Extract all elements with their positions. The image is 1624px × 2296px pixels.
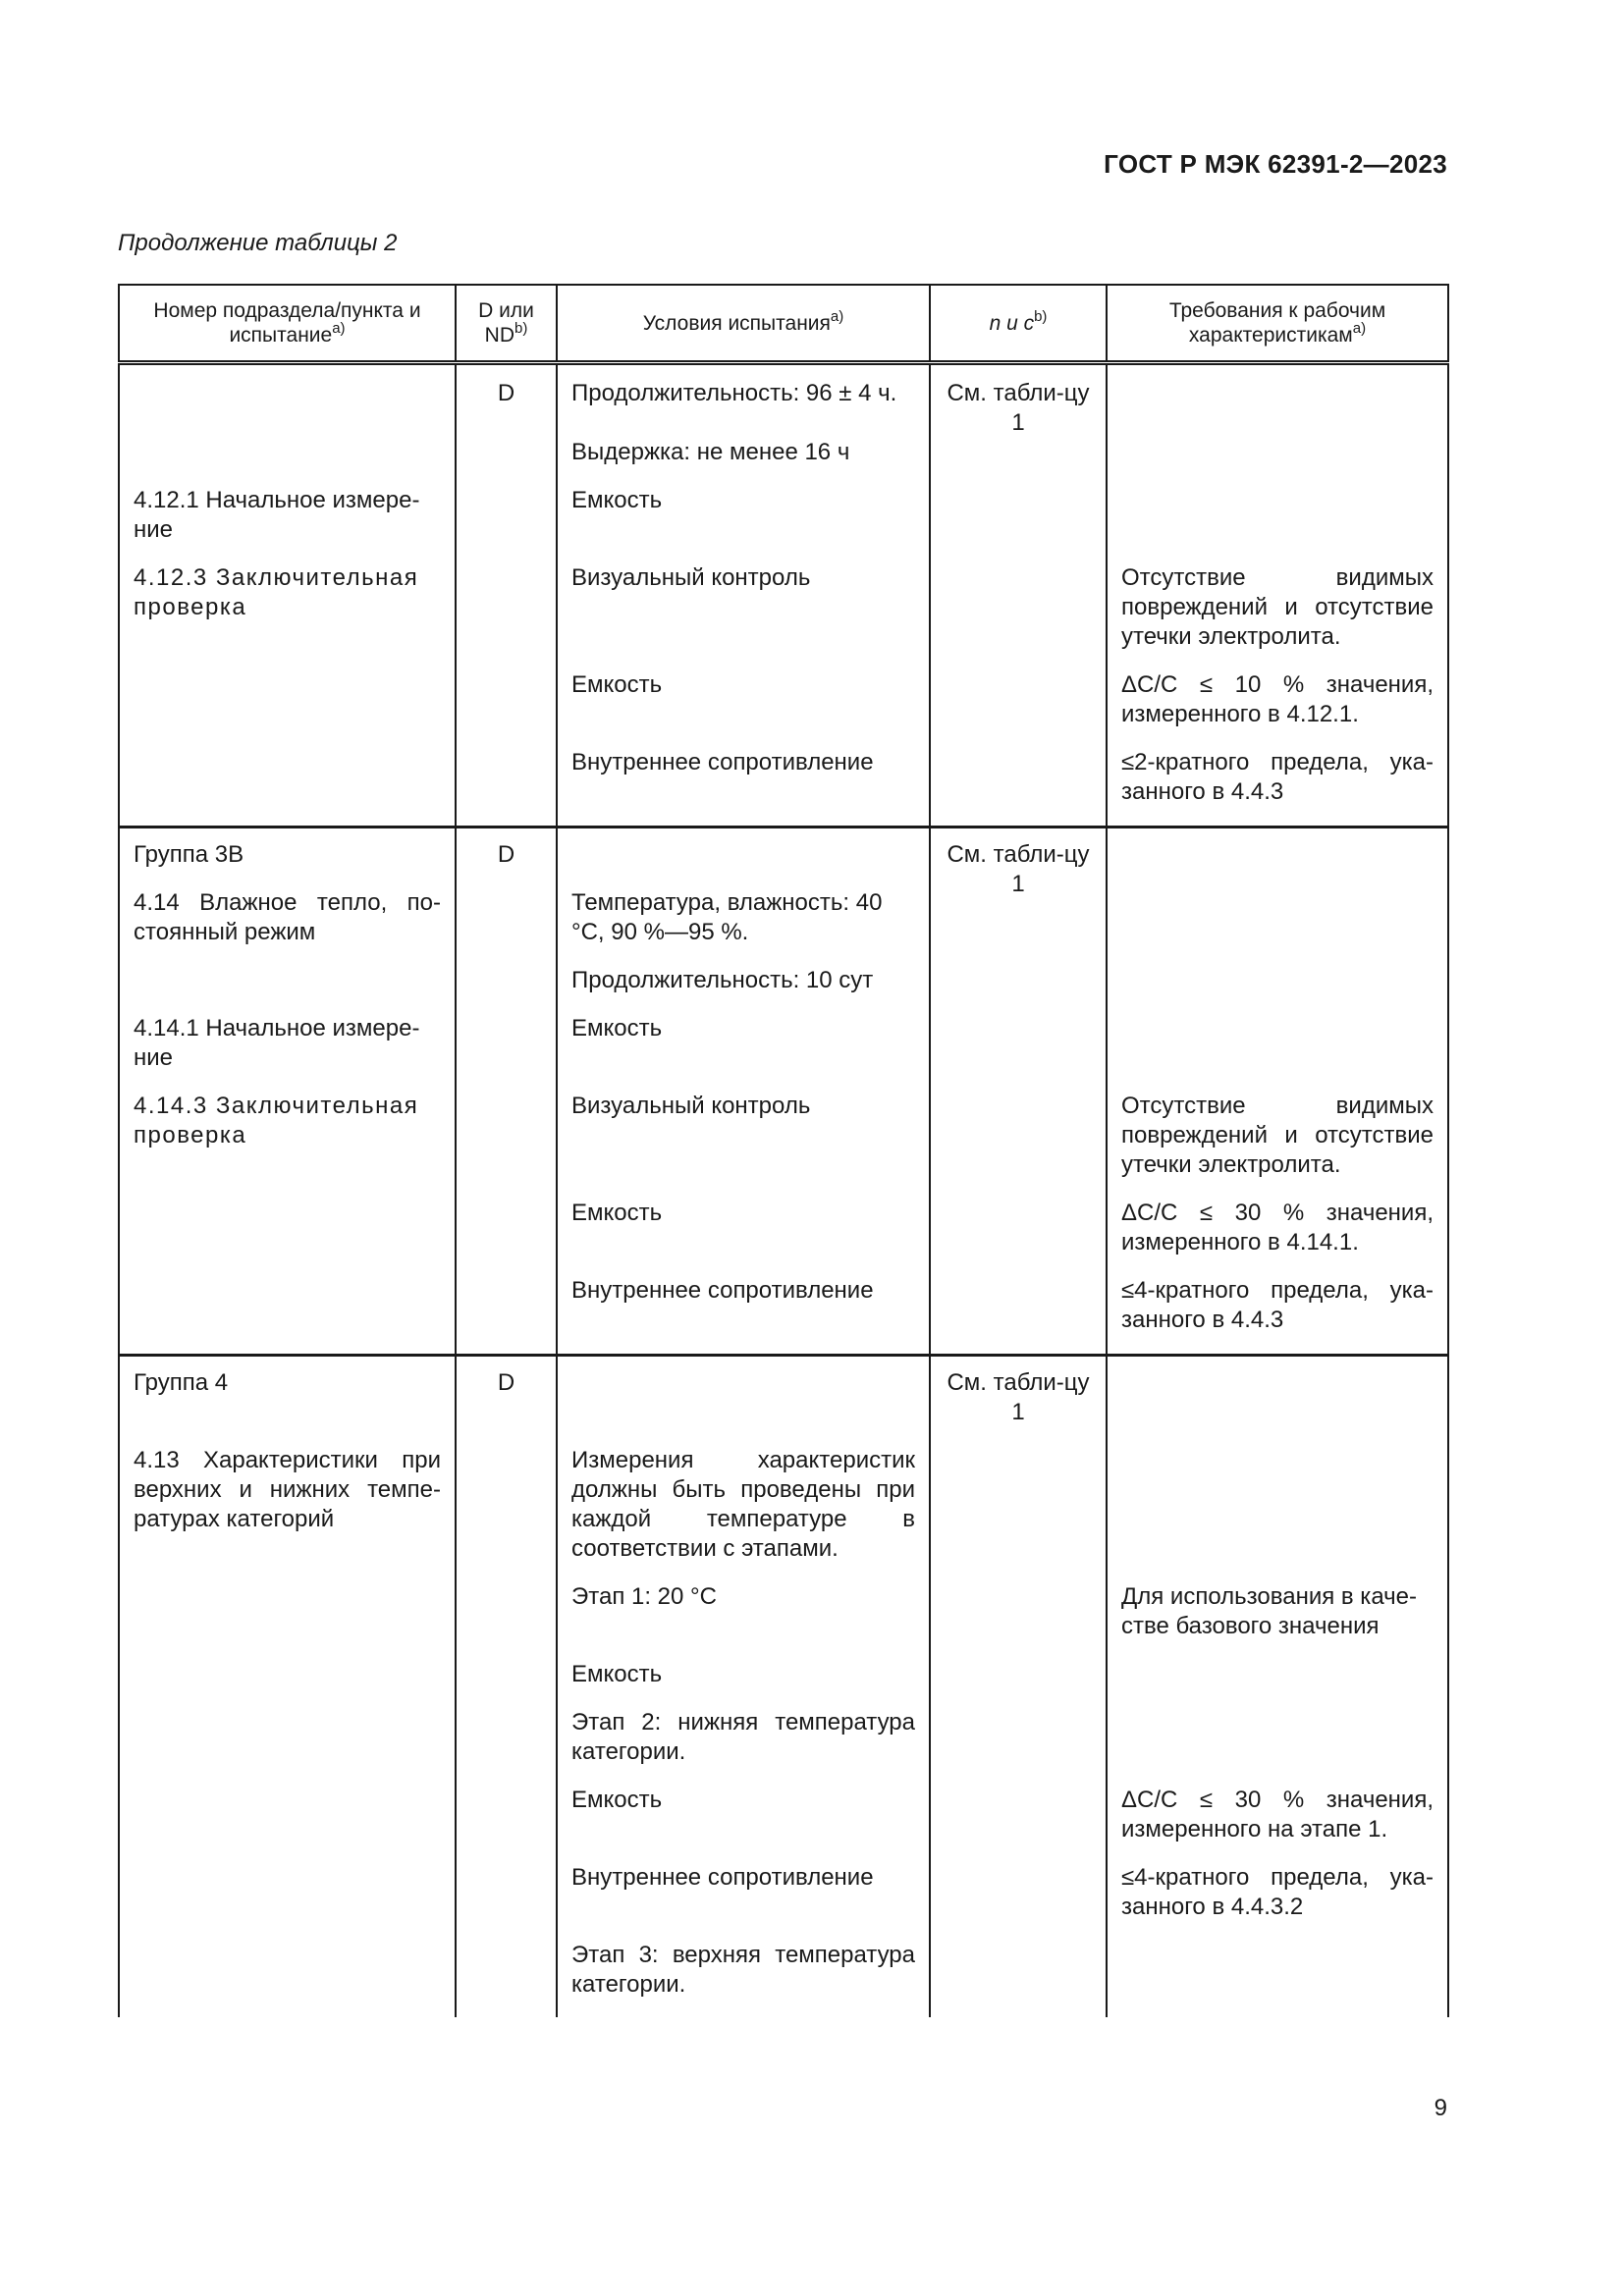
table-row: [119, 1582, 1448, 1660]
requirements-cell: ΔC/C ≤ 30 % значения, измеренного на этапе 1.: [1107, 1786, 1448, 1863]
conditions-cell: Этап 1: 20 °C: [557, 1582, 930, 1660]
test-table: [118, 284, 1449, 2017]
conditions-cell: Емкость: [557, 1014, 930, 1092]
conditions-cell: Емкость: [557, 670, 930, 748]
table-row: [119, 966, 1448, 1014]
conditions-cell: Температура, влажность: 40 °C, 90 %—95 %.: [557, 888, 930, 966]
conditions-cell: Емкость: [557, 1786, 930, 1863]
clause-cell: 4.14.3 Заключительная проверка: [119, 1092, 456, 1199]
requirements-cell: ΔC/C ≤ 30 % значения, измеренного в 4.14.1.: [1107, 1199, 1448, 1276]
clause-cell: 4.14 Влажное тепло, по-стоянный режим: [119, 888, 456, 966]
n-c-cell: См. табли-цу 1: [930, 1356, 1107, 1447]
table-row: [119, 486, 1448, 563]
conditions-cell: Визуальный контроль: [557, 1092, 930, 1199]
table-row: [119, 1014, 1448, 1092]
col-header-requirements: Требования к рабочим характеристикам$^{a)}$: [1107, 285, 1448, 363]
clause-cell: 4.12.3 Заключительная проверка: [119, 563, 456, 670]
conditions-cell: Выдержка: не менее 16 ч: [557, 438, 930, 486]
col-header-clause: Номер подраздела/пункта и испытание$^{a)}$: [119, 285, 456, 363]
conditions-cell: Этап 2: нижняя температура категории.: [557, 1708, 930, 1786]
requirements-cell: ≤4-кратного предела, ука-занного в 4.4.3.2: [1107, 1863, 1448, 1941]
table-row: [119, 828, 1448, 889]
table-row: [119, 1941, 1448, 2000]
conditions-cell: Визуальный контроль: [557, 563, 930, 670]
conditions-cell: Продолжительность: 10 сут: [557, 966, 930, 1014]
table-row: [119, 1356, 1448, 1447]
group-title-cell: Группа 4: [119, 1356, 456, 1447]
conditions-cell: Внутреннее сопротивление: [557, 1863, 930, 1941]
table-row: [119, 1276, 1448, 1356]
col-header-d-nd: D или ND$^{b)}$: [456, 285, 557, 363]
n-c-cell: См. табли-цу 1: [930, 363, 1107, 439]
conditions-cell: Продолжительность: 96 ± 4 ч.: [557, 363, 930, 439]
table-row: [119, 563, 1448, 670]
page-number: 9: [1434, 2095, 1447, 2121]
requirements-cell: Отсутствие видимых повреждений и отсутствие утечки электролита.: [1107, 563, 1448, 670]
document-number: ГОСТ Р МЭК 62391-2—2023: [1104, 149, 1447, 179]
d-cell: D: [456, 828, 557, 889]
d-cell: D: [456, 1356, 557, 1447]
n-c-cell: См. табли-цу 1: [930, 828, 1107, 967]
group-title-cell: Группа 3B: [119, 828, 456, 889]
conditions-cell: Внутреннее сопротивление: [557, 748, 930, 828]
conditions-cell: Емкость: [557, 1199, 930, 1276]
table-row: [119, 2000, 1448, 2017]
table-row: [119, 888, 1448, 966]
col-header-n-c: n и $c^{b)}$: [930, 285, 1107, 363]
table-row: [119, 1446, 1448, 1582]
table-row: [119, 1092, 1448, 1199]
conditions-cell: Емкость: [557, 1660, 930, 1708]
table-caption: Продолжение таблицы 2: [118, 230, 398, 256]
requirements-cell: ΔC/C ≤ 10 % значения, измеренного в 4.12.1.: [1107, 670, 1448, 748]
table-header-row: [119, 285, 1448, 363]
table-row: [119, 748, 1448, 828]
table-row: [119, 670, 1448, 748]
requirements-cell: Для использования в каче-стве базового значения: [1107, 1582, 1448, 1660]
table-row: [119, 1863, 1448, 1941]
clause-cell: 4.12.1 Начальное измере-ние: [119, 486, 456, 563]
d-cell: D: [456, 363, 557, 439]
conditions-cell: Этап 3: верхняя температура категории.: [557, 1941, 930, 2000]
table-row: [119, 1660, 1448, 1708]
clause-cell: 4.14.1 Начальное измере-ние: [119, 1014, 456, 1092]
requirements-cell: ≤2-кратного предела, ука-занного в 4.4.3: [1107, 748, 1448, 828]
requirements-cell: Отсутствие видимых повреждений и отсутствие утечки электролита.: [1107, 1092, 1448, 1199]
col-header-conditions: Условия испытания$^{a)}$: [557, 285, 930, 363]
table-row: [119, 1786, 1448, 1863]
conditions-cell: Емкость: [557, 486, 930, 563]
clause-cell: 4.13 Характеристики при верхних и нижних темпе-ратурах категорий: [119, 1446, 456, 1582]
table-row: [119, 363, 1448, 439]
table-row: [119, 1708, 1448, 1786]
table-row: [119, 1199, 1448, 1276]
conditions-cell: Внутреннее сопротивление: [557, 1276, 930, 1356]
conditions-cell: Измерения характеристик должны быть проведены при каждой температуре в соответствии с этапами.: [557, 1446, 930, 1582]
requirements-cell: ≤4-кратного предела, ука-занного в 4.4.3: [1107, 1276, 1448, 1356]
table-row: [119, 438, 1448, 486]
